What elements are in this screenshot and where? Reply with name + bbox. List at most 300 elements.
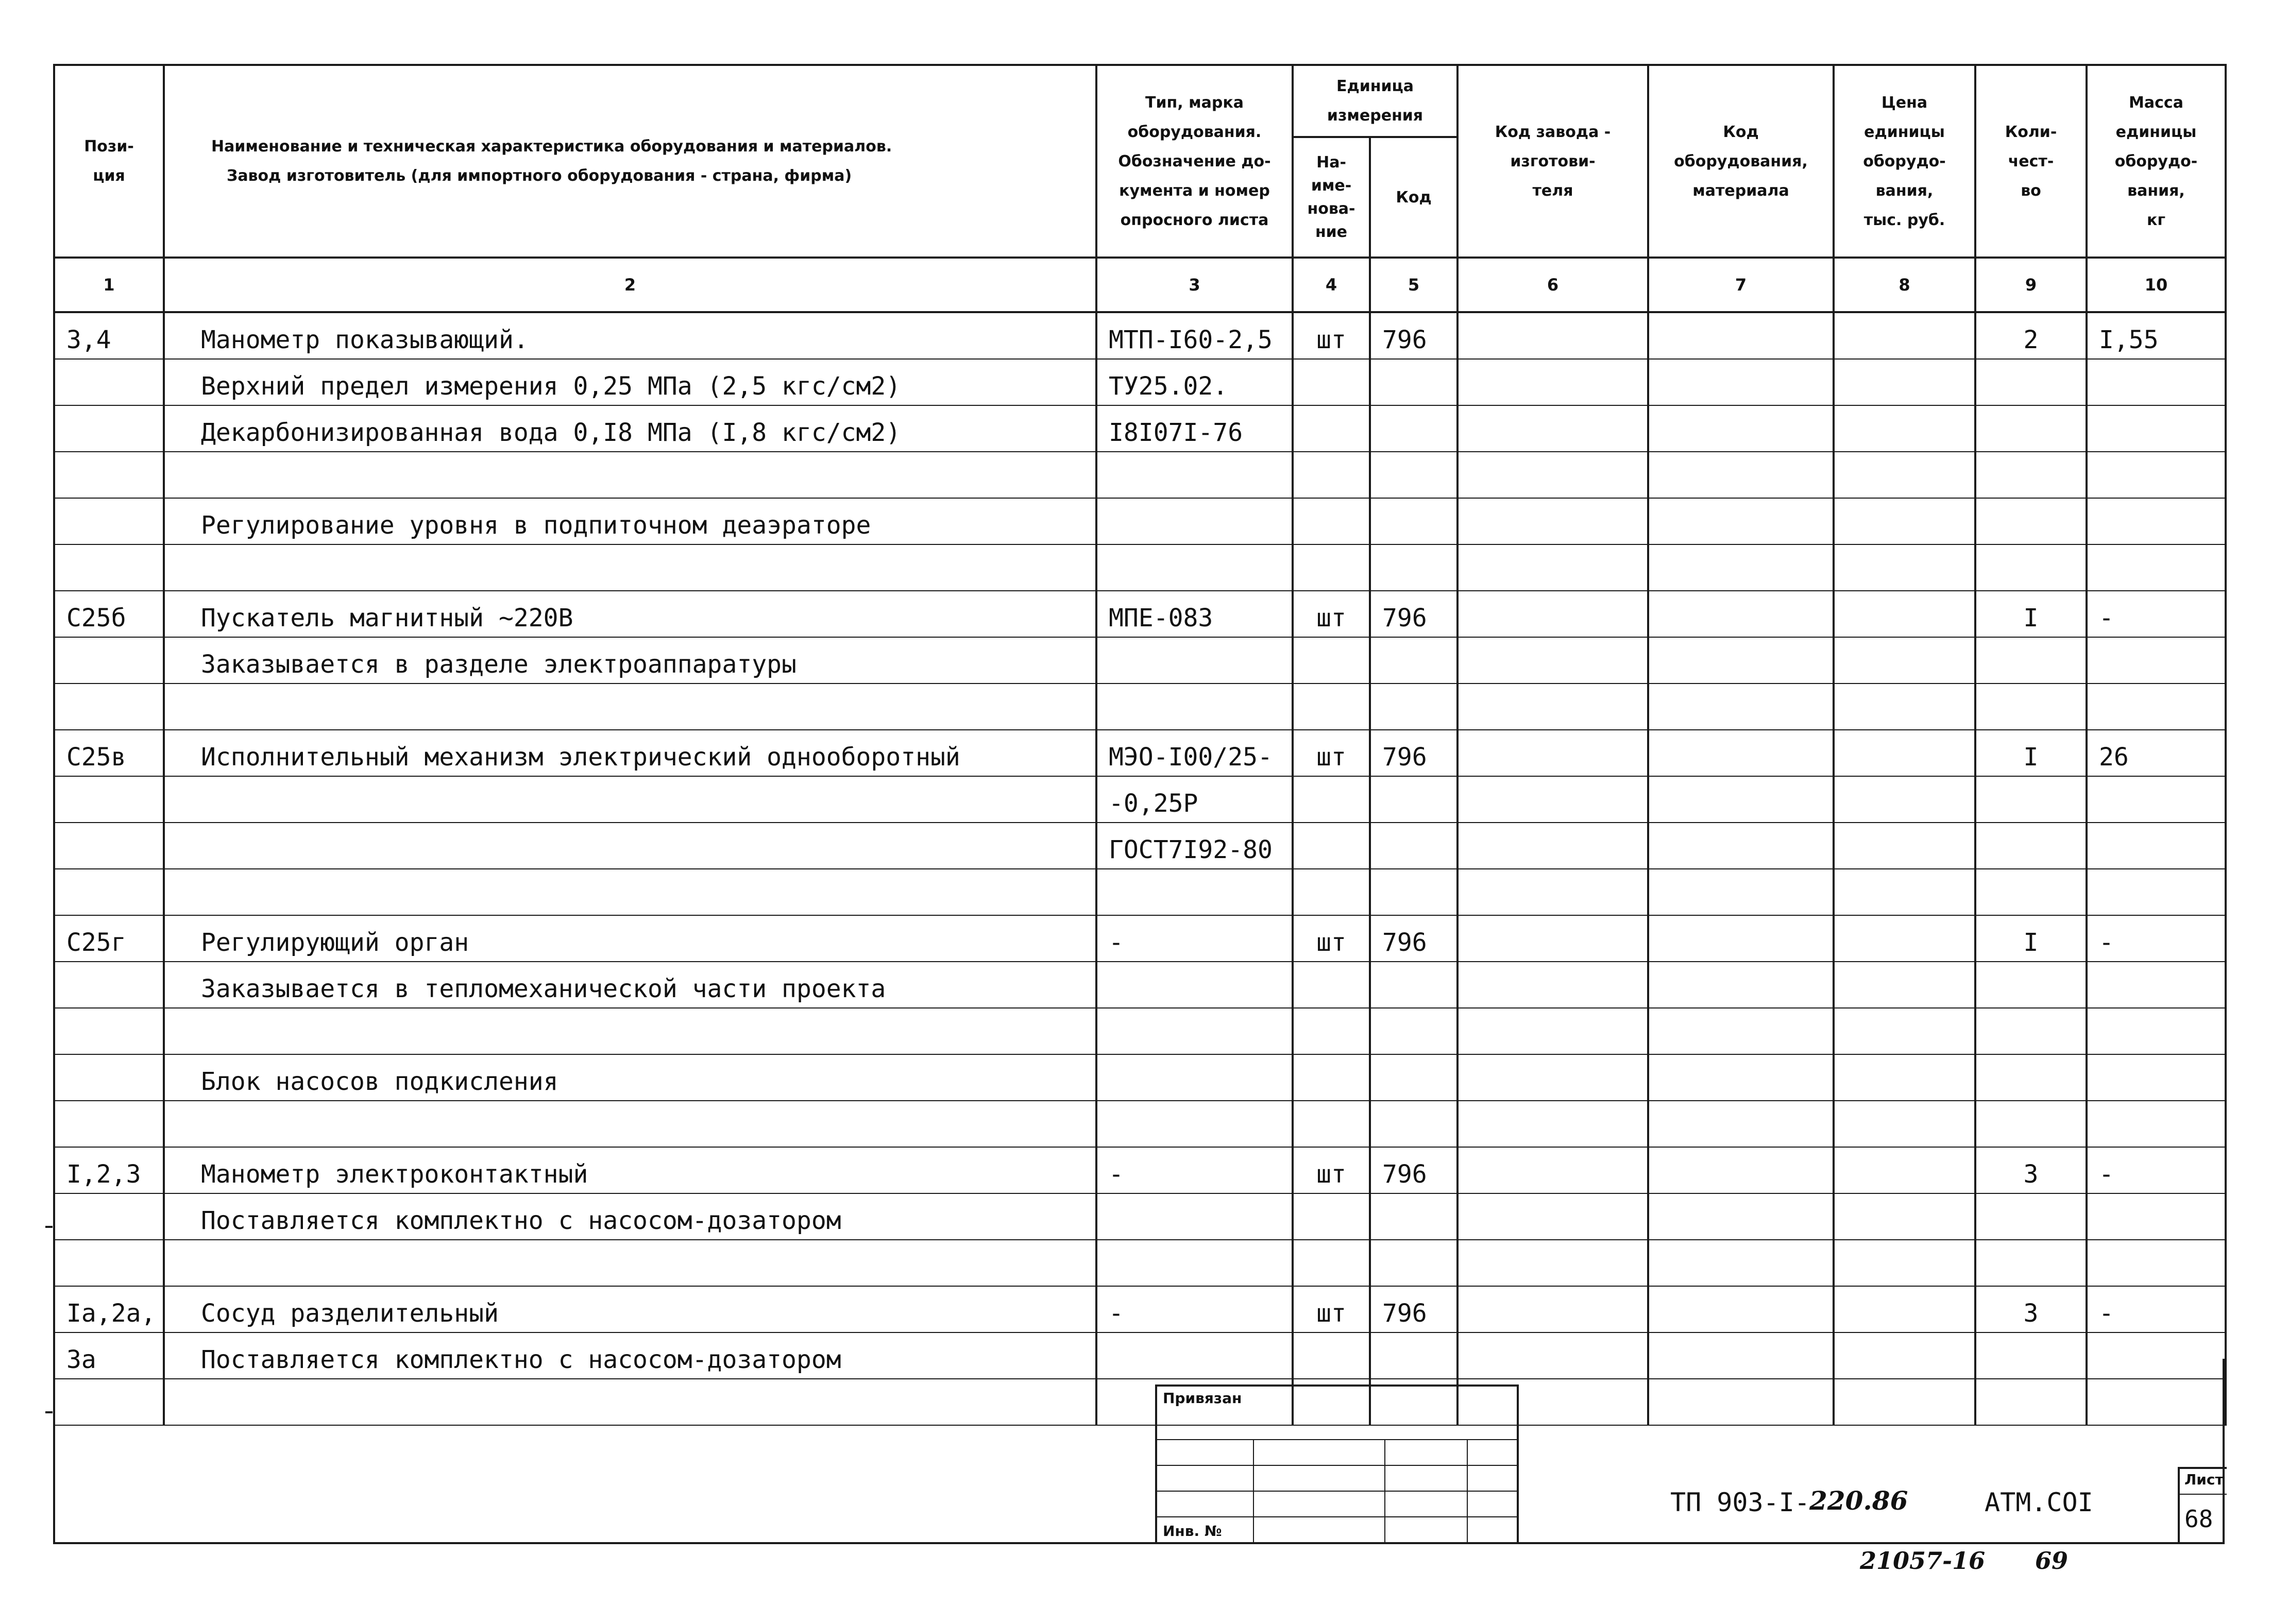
cell-type: -0,25Р <box>1096 776 1293 823</box>
cell-type: МПЕ-083 <box>1096 591 1293 637</box>
header-mass <box>2087 65 2226 258</box>
column-number: 6 <box>1457 258 1648 312</box>
cell-equip <box>1648 962 1834 1008</box>
cell-price <box>1834 683 1975 730</box>
cell-qty <box>1975 776 2087 823</box>
cell-code <box>1370 1008 1457 1054</box>
table-row <box>54 637 2226 683</box>
cell-plant <box>1457 962 1648 1008</box>
cell-equip <box>1648 312 1834 359</box>
cell-plant <box>1457 359 1648 405</box>
cell-name <box>164 544 1096 591</box>
table-row <box>54 1008 2226 1054</box>
column-number: 9 <box>1975 258 2087 312</box>
header-unit-name <box>1293 137 1370 258</box>
cell-mass <box>2087 776 2226 823</box>
cell-unit <box>1293 823 1370 869</box>
binding-line <box>1155 1439 1519 1441</box>
cell-qty <box>1975 452 2087 498</box>
cell-qty <box>1975 683 2087 730</box>
binding-line <box>1155 1491 1519 1493</box>
cell-unit <box>1293 544 1370 591</box>
cell-type <box>1096 1008 1293 1054</box>
cell-mass: 26 <box>2087 730 2226 776</box>
table-body <box>54 312 2226 1425</box>
table-row <box>54 730 2226 776</box>
cell-unit <box>1293 1240 1370 1286</box>
cell-code <box>1370 498 1457 544</box>
cell-name: Декарбонизированная вода 0,I8 МПа (I,8 кгс/см2) <box>164 405 1096 452</box>
cell-equip <box>1648 1101 1834 1147</box>
cell-type <box>1096 1193 1293 1240</box>
sheet-number: 68 <box>2184 1505 2213 1533</box>
cell-price <box>1834 544 1975 591</box>
cell-price <box>1834 1008 1975 1054</box>
cell-pos <box>54 452 164 498</box>
cell-unit: шт <box>1293 915 1370 962</box>
column-number: 7 <box>1648 258 1834 312</box>
cell-mass <box>2087 1193 2226 1240</box>
cell-name: Регулирование уровня в подпиточном деаэраторе <box>164 498 1096 544</box>
cell-code <box>1370 544 1457 591</box>
cell-qty <box>1975 823 2087 869</box>
table-row <box>54 1193 2226 1240</box>
cell-name: Блок насосов подкисления <box>164 1054 1096 1101</box>
cell-code: 796 <box>1370 730 1457 776</box>
cell-type <box>1096 1240 1293 1286</box>
header-name-line2: Завод изготовитель (для импортного оборудования - страна, фирма) <box>227 167 852 185</box>
cell-unit: шт <box>1293 1147 1370 1193</box>
cell-mass: - <box>2087 1147 2226 1193</box>
header-unit-code-text: Код <box>1396 188 1432 207</box>
cell-qty <box>1975 359 2087 405</box>
table-row <box>54 591 2226 637</box>
cell-type <box>1096 1054 1293 1101</box>
cell-pos <box>54 498 164 544</box>
cell-unit <box>1293 452 1370 498</box>
header-plant-code <box>1457 65 1648 258</box>
column-number: 4 <box>1293 258 1370 312</box>
cell-qty <box>1975 544 2087 591</box>
cell-name <box>164 683 1096 730</box>
cell-name: Регулирующий орган <box>164 915 1096 962</box>
cell-equip <box>1648 1054 1834 1101</box>
cell-pos: 3а <box>54 1332 164 1379</box>
header-unit-code <box>1370 137 1457 258</box>
cell-unit <box>1293 1054 1370 1101</box>
cell-code <box>1370 776 1457 823</box>
cell-pos <box>54 1193 164 1240</box>
cell-name: Манометр показывающий. <box>164 312 1096 359</box>
table-row <box>54 915 2226 962</box>
privyazan-label: Привязан <box>1163 1390 1242 1407</box>
cell-mass <box>2087 1240 2226 1286</box>
cell-equip <box>1648 776 1834 823</box>
cell-equip <box>1648 637 1834 683</box>
cell-unit <box>1293 683 1370 730</box>
cell-qty <box>1975 1240 2087 1286</box>
column-number: 5 <box>1370 258 1457 312</box>
column-number: 8 <box>1834 258 1975 312</box>
cell-name <box>164 1008 1096 1054</box>
cell-unit <box>1293 1193 1370 1240</box>
cell-plant <box>1457 498 1648 544</box>
header-name-line1: Наименование и техническая характеристика оборудования и материалов. <box>211 138 892 156</box>
cell-name: Исполнительный механизм электрический однооборотный <box>164 730 1096 776</box>
cell-name: Заказывается в тепломеханической части проекта <box>164 962 1096 1008</box>
title-block <box>53 1359 2225 1544</box>
page-number: 69 <box>2035 1547 2069 1575</box>
header-equipment-code <box>1648 65 1834 258</box>
cell-equip <box>1648 1240 1834 1286</box>
sheet-label: Лист <box>2184 1471 2224 1488</box>
cell-name <box>164 823 1096 869</box>
binding-divider <box>1384 1439 1386 1544</box>
cell-price <box>1834 1101 1975 1147</box>
cell-pos: С25г <box>54 915 164 962</box>
cell-qty <box>1975 405 2087 452</box>
cell-qty: I <box>1975 591 2087 637</box>
column-number: 3 <box>1096 258 1293 312</box>
sheet-number-line <box>2178 1494 2227 1496</box>
binding-line <box>1155 1516 1519 1518</box>
cell-equip <box>1648 730 1834 776</box>
cell-code <box>1370 823 1457 869</box>
cell-plant <box>1457 1008 1648 1054</box>
cell-plant <box>1457 1054 1648 1101</box>
cell-price <box>1834 776 1975 823</box>
table-row <box>54 962 2226 1008</box>
document-code-prefix: ТП 903-I- <box>1670 1488 1810 1517</box>
cell-equip <box>1648 591 1834 637</box>
cell-mass <box>2087 359 2226 405</box>
cell-pos <box>54 1008 164 1054</box>
header-mass-text: Масса единицы оборудо- вания, кг <box>2114 93 2198 229</box>
binding-divider <box>1253 1439 1255 1544</box>
cell-unit <box>1293 405 1370 452</box>
cell-name <box>164 1240 1096 1286</box>
cell-unit <box>1293 637 1370 683</box>
cell-code <box>1370 405 1457 452</box>
cell-qty <box>1975 1101 2087 1147</box>
cell-plant <box>1457 1286 1648 1332</box>
cell-name: Манометр электроконтактный <box>164 1147 1096 1193</box>
cell-plant <box>1457 823 1648 869</box>
header-plant-code-text: Код завода - изготови- теля <box>1495 123 1611 200</box>
column-number-row <box>54 258 2226 312</box>
cell-mass <box>2087 544 2226 591</box>
cell-plant <box>1457 915 1648 962</box>
cell-price <box>1834 359 1975 405</box>
cell-mass: - <box>2087 591 2226 637</box>
cell-code <box>1370 1101 1457 1147</box>
cell-mass <box>2087 1101 2226 1147</box>
cell-qty: I <box>1975 730 2087 776</box>
binding-divider <box>1467 1439 1469 1544</box>
cell-equip <box>1648 405 1834 452</box>
cell-pos <box>54 1101 164 1147</box>
cell-type <box>1096 544 1293 591</box>
cell-plant <box>1457 1147 1648 1193</box>
cell-mass: - <box>2087 1286 2226 1332</box>
cell-pos <box>54 683 164 730</box>
cell-pos: Iа,2а, <box>54 1286 164 1332</box>
cell-mass <box>2087 683 2226 730</box>
cell-unit <box>1293 1101 1370 1147</box>
cell-mass: I,55 <box>2087 312 2226 359</box>
cell-price <box>1834 312 1975 359</box>
header-unit-name-text: На- име- нова- ние <box>1307 153 1355 241</box>
table-row <box>54 1286 2226 1332</box>
cell-plant <box>1457 730 1648 776</box>
cell-code: 796 <box>1370 915 1457 962</box>
binding-block <box>1155 1384 1519 1544</box>
cell-code: 796 <box>1370 591 1457 637</box>
table-row <box>54 452 2226 498</box>
cell-price <box>1834 1147 1975 1193</box>
cell-price <box>1834 405 1975 452</box>
cell-type: МЭО-I00/25- <box>1096 730 1293 776</box>
cell-pos <box>54 405 164 452</box>
table-row <box>54 1147 2226 1193</box>
cell-plant <box>1457 544 1648 591</box>
cell-mass <box>2087 452 2226 498</box>
cell-plant <box>1457 1240 1648 1286</box>
cell-qty <box>1975 869 2087 915</box>
cell-mass <box>2087 637 2226 683</box>
header-position <box>54 65 164 258</box>
table-row <box>54 869 2226 915</box>
cell-unit: шт <box>1293 730 1370 776</box>
document-mark: АТМ.СОI <box>1985 1488 2093 1517</box>
table-row <box>54 683 2226 730</box>
cell-type <box>1096 962 1293 1008</box>
cell-price <box>1834 962 1975 1008</box>
cell-pos: С25б <box>54 591 164 637</box>
cell-type <box>1096 683 1293 730</box>
cell-name: Пускатель магнитный ~220В <box>164 591 1096 637</box>
cell-plant <box>1457 776 1648 823</box>
cell-code <box>1370 1193 1457 1240</box>
header-name <box>164 65 1096 258</box>
cell-pos: I,2,3 <box>54 1147 164 1193</box>
cell-code <box>1370 1240 1457 1286</box>
column-number: 1 <box>54 258 164 312</box>
column-number: 10 <box>2087 258 2226 312</box>
header-quantity <box>1975 65 2087 258</box>
cell-type: ТУ25.02. <box>1096 359 1293 405</box>
cell-pos <box>54 1054 164 1101</box>
header-equipment-code-text: Код оборудования, материала <box>1674 123 1808 200</box>
cell-qty <box>1975 498 2087 544</box>
cell-plant <box>1457 1193 1648 1240</box>
cell-plant <box>1457 405 1648 452</box>
cell-code <box>1370 869 1457 915</box>
cell-plant <box>1457 591 1648 637</box>
cell-code <box>1370 452 1457 498</box>
cell-qty: 2 <box>1975 312 2087 359</box>
cell-qty <box>1975 962 2087 1008</box>
cell-qty <box>1975 1008 2087 1054</box>
cell-unit: шт <box>1293 312 1370 359</box>
cell-plant <box>1457 312 1648 359</box>
cell-equip <box>1648 498 1834 544</box>
cell-pos <box>54 544 164 591</box>
table-header <box>54 65 2226 312</box>
cell-equip <box>1648 359 1834 405</box>
table-row <box>54 312 2226 359</box>
cell-mass <box>2087 498 2226 544</box>
cell-type <box>1096 869 1293 915</box>
cell-unit <box>1293 869 1370 915</box>
document-code-suffix: 220.86 <box>1809 1485 1908 1516</box>
cell-name <box>164 1101 1096 1147</box>
cell-equip <box>1648 915 1834 962</box>
cell-type <box>1096 637 1293 683</box>
cell-mass <box>2087 1054 2226 1101</box>
cell-price <box>1834 1054 1975 1101</box>
cell-equip <box>1648 544 1834 591</box>
cell-mass: - <box>2087 915 2226 962</box>
cell-equip <box>1648 1286 1834 1332</box>
table-row <box>54 405 2226 452</box>
cell-type <box>1096 498 1293 544</box>
margin-tick <box>45 1226 53 1228</box>
cell-pos <box>54 869 164 915</box>
header-price-text: Цена единицы оборудо- вания, тыс. руб. <box>1863 93 1946 229</box>
inventory-number-label: Инв. № <box>1163 1523 1222 1540</box>
cell-equip <box>1648 1008 1834 1054</box>
header-unit-text: Единица измерения <box>1327 77 1423 125</box>
cell-pos <box>54 776 164 823</box>
cell-plant <box>1457 683 1648 730</box>
cell-plant <box>1457 1101 1648 1147</box>
cell-unit <box>1293 498 1370 544</box>
table-row <box>54 1101 2226 1147</box>
cell-pos <box>54 1240 164 1286</box>
cell-type <box>1096 452 1293 498</box>
header-type <box>1096 65 1293 258</box>
table-row <box>54 498 2226 544</box>
cell-type: - <box>1096 1147 1293 1193</box>
cell-price <box>1834 1193 1975 1240</box>
cell-qty: 3 <box>1975 1147 2087 1193</box>
cell-plant <box>1457 637 1648 683</box>
cell-name: Заказывается в разделе электроаппаратуры <box>164 637 1096 683</box>
cell-price <box>1834 498 1975 544</box>
table-row <box>54 1240 2226 1286</box>
cell-mass <box>2087 823 2226 869</box>
cell-pos <box>54 359 164 405</box>
table-row <box>54 823 2226 869</box>
cell-name <box>164 776 1096 823</box>
cell-qty <box>1975 637 2087 683</box>
cell-qty: 3 <box>1975 1286 2087 1332</box>
header-quantity-text: Коли- чест- во <box>2005 123 2057 200</box>
table-row <box>54 1054 2226 1101</box>
column-number: 2 <box>164 258 1096 312</box>
cell-code: 796 <box>1370 312 1457 359</box>
cell-unit <box>1293 776 1370 823</box>
binding-line <box>1155 1465 1519 1467</box>
cell-name: Поставляется комплектно с насосом-дозатором <box>164 1193 1096 1240</box>
cell-code <box>1370 962 1457 1008</box>
cell-pos <box>54 637 164 683</box>
cell-pos: 3,4 <box>54 312 164 359</box>
cell-equip <box>1648 1193 1834 1240</box>
table-row <box>54 359 2226 405</box>
cell-mass <box>2087 962 2226 1008</box>
cell-qty: I <box>1975 915 2087 962</box>
cell-mass <box>2087 869 2226 915</box>
cell-pos <box>54 823 164 869</box>
archive-number: 21057-16 <box>1860 1547 1986 1575</box>
cell-code <box>1370 683 1457 730</box>
cell-pos <box>54 962 164 1008</box>
cell-price <box>1834 591 1975 637</box>
cell-unit: шт <box>1293 1286 1370 1332</box>
cell-code: 796 <box>1370 1286 1457 1332</box>
cell-price <box>1834 452 1975 498</box>
cell-price <box>1834 1240 1975 1286</box>
cell-equip <box>1648 823 1834 869</box>
cell-equip <box>1648 1147 1834 1193</box>
cell-price <box>1834 823 1975 869</box>
cell-equip <box>1648 869 1834 915</box>
cell-name <box>164 452 1096 498</box>
cell-type: I8I07I-76 <box>1096 405 1293 452</box>
cell-equip <box>1648 683 1834 730</box>
cell-unit: шт <box>1293 591 1370 637</box>
cell-name: Сосуд разделительный <box>164 1286 1096 1332</box>
cell-unit <box>1293 1008 1370 1054</box>
cell-price <box>1834 915 1975 962</box>
header-type-text: Тип, марка оборудования. Обозначение до- кумента и номер опросного листа <box>1118 93 1271 229</box>
cell-name: Поставляется комплектно с насосом-дозатором <box>164 1332 1096 1379</box>
header-position-text: Пози- ция <box>84 138 134 185</box>
cell-mass <box>2087 405 2226 452</box>
cell-price <box>1834 1286 1975 1332</box>
cell-plant <box>1457 869 1648 915</box>
cell-type: МТП-I60-2,5 <box>1096 312 1293 359</box>
cell-type: - <box>1096 915 1293 962</box>
cell-qty <box>1975 1054 2087 1101</box>
cell-type <box>1096 1101 1293 1147</box>
cell-name: Верхний предел измерения 0,25 МПа (2,5 кгс/см2) <box>164 359 1096 405</box>
cell-name <box>164 869 1096 915</box>
cell-code <box>1370 637 1457 683</box>
cell-type: ГОСТ7I92-80 <box>1096 823 1293 869</box>
header-unit <box>1293 65 1457 137</box>
cell-unit <box>1293 962 1370 1008</box>
cell-price <box>1834 637 1975 683</box>
cell-code <box>1370 359 1457 405</box>
margin-tick <box>45 1411 53 1413</box>
cell-equip <box>1648 452 1834 498</box>
table-row <box>54 544 2226 591</box>
cell-pos: С25в <box>54 730 164 776</box>
header-price <box>1834 65 1975 258</box>
cell-plant <box>1457 452 1648 498</box>
cell-code: 796 <box>1370 1147 1457 1193</box>
cell-unit <box>1293 359 1370 405</box>
specification-table <box>53 64 2227 1426</box>
cell-price <box>1834 730 1975 776</box>
table-row <box>54 776 2226 823</box>
cell-mass <box>2087 1008 2226 1054</box>
cell-qty <box>1975 1193 2087 1240</box>
cell-code <box>1370 1054 1457 1101</box>
